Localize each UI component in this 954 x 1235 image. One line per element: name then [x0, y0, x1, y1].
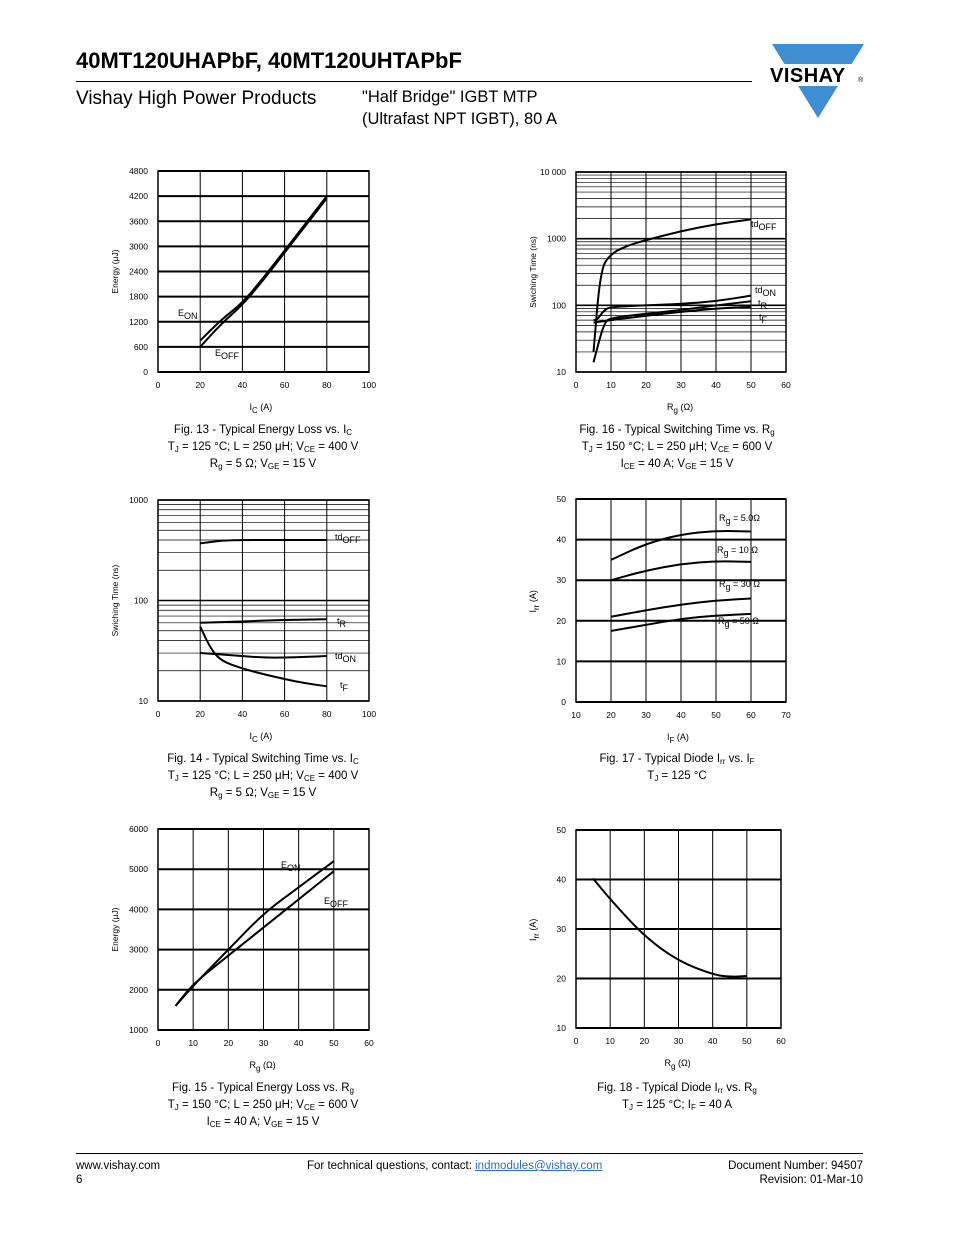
fig15-x-tick-label: 20 [223, 1038, 234, 1048]
fig18-y-axis-label: Irr (A) [528, 918, 541, 941]
fig13-caption-title-sub: C [346, 428, 353, 437]
fig16-caption-icev: = 40 A; V [634, 458, 686, 470]
fig15-caption: Fig. 15 - Typical Energy Loss vs. $R_g$ $T_J = 150$ °C; L = 250 μH; $V_{CE} = 600$ V $I_{CE} = 40$ A; $V_{GE} = 15$ V [167, 1082, 359, 1129]
fig17-x-tick-label: 50 [711, 710, 721, 720]
fig15-y-tick-label: 2000 [129, 984, 148, 995]
fig18-x-tick-label: 0 [573, 1036, 579, 1046]
fig16-x-tick-label: 10 [606, 380, 616, 390]
fig13-x-tick-label: 40 [237, 380, 248, 390]
fig16-caption-title: Fig. 16 - Typical Switching Time vs. R [579, 424, 771, 436]
fig16-y-tick-label: 10 000 [540, 167, 566, 177]
fig16-caption-ice: I [620, 458, 624, 470]
fig15-series-label-1: EOFF [324, 896, 349, 909]
fig15-caption-cond: = 150 °C; L = 250 μH; V [178, 1099, 304, 1111]
fig13-caption-rg: R [209, 458, 219, 470]
fig16-caption-cond: = 150 °C; L = 250 μH; V [592, 441, 718, 453]
fig13-y-tick-label: 600 [133, 341, 148, 352]
fig13-x-tick-label: 100 [361, 380, 377, 390]
fig18-x-tick-label: 30 [673, 1036, 684, 1046]
fig17-x-tick-label: 20 [606, 710, 616, 720]
fig16-x-tick-label: 50 [746, 380, 756, 390]
fig15-y-axis-label: Energy (μJ) [110, 907, 120, 952]
fig16-caption-vge: = 15 V [696, 458, 734, 470]
fig13-x-tick-label: 0 [155, 380, 161, 390]
fig13-series-label-1: EOFF [215, 348, 240, 361]
fig13-y-tick-label: 1200 [129, 316, 148, 327]
footer-website[interactable]: www.vishay.com [76, 1160, 161, 1172]
footer-revision: Revision: 01-Mar-10 [759, 1174, 863, 1186]
fig16-y-tick-label: 1000 [547, 233, 566, 244]
fig15-x-tick-label: 30 [258, 1038, 269, 1048]
fig13-caption-vce: = 400 V [315, 441, 359, 453]
fig14-series-label-3: tF [340, 680, 349, 693]
fig14-x-tick-label: 40 [237, 709, 248, 719]
fig16-series-label-3: tF [759, 312, 768, 325]
fig18-x-tick-label: 50 [742, 1036, 752, 1046]
fig14-x-tick-label: 80 [322, 709, 332, 719]
fig17-x-axis-label: IF (A) [667, 732, 689, 745]
fig18-x-tick-label: 10 [605, 1036, 615, 1046]
fig16-series-label-2: tR [758, 298, 768, 311]
fig14-x-tick-label: 100 [361, 709, 377, 719]
fig17-series-label-3: Rg = 50 Ω [718, 616, 760, 629]
logo-text: VISHAY [770, 65, 846, 87]
fig13-x-axis-label: IC (A) [249, 402, 273, 415]
fig15-x-tick-label: 50 [329, 1038, 339, 1048]
fig18-series-line-0 [593, 879, 747, 977]
fig14-caption-cond: = 125 °C; L = 250 μH; V [178, 770, 304, 782]
fig13-x-tick-label: 60 [279, 380, 290, 390]
fig17-y-tick-label: 40 [556, 534, 566, 545]
fig17-series-label-1: Rg = 10 Ω [717, 545, 759, 558]
fig14-x-axis-label: IC (A) [249, 731, 273, 744]
fig13-x-tick-label: 80 [322, 380, 332, 390]
fig17-caption: Fig. 17 - Typical Diode $I_{rr}$ vs. $I_F$ $T_J = 125$ °C [599, 753, 755, 783]
fig18-x-tick-label: 60 [776, 1036, 786, 1046]
footer-contact [307, 1159, 602, 1173]
fig15-x-tick-label: 0 [155, 1038, 161, 1048]
fig15-caption-ice: I [206, 1116, 210, 1128]
fig18-caption-rr: rr [717, 1086, 724, 1095]
fig15-caption-tj: T [167, 1099, 175, 1111]
fig18-y-tick-label: 10 [556, 1023, 566, 1033]
fig15-series-line-1 [176, 871, 334, 1006]
fig15-y-tick-label: 5000 [129, 864, 148, 875]
fig14-y-tick-label: 10 [138, 696, 148, 706]
fig15-caption-vge: = 15 V [282, 1116, 320, 1128]
fig16-x-tick-label: 40 [711, 380, 721, 390]
fig13-series-label-0: EON [178, 308, 198, 321]
footer-right [728, 1159, 863, 1187]
fig17-series-label-2: Rg = 30 Ω [719, 579, 761, 592]
fig18-caption-title: Fig. 18 - Typical Diode I [597, 1082, 718, 1094]
fig15-x-tick-label: 60 [364, 1038, 374, 1048]
fig13-y-axis-label: Energy (μJ) [110, 249, 120, 294]
fig14-caption-rg: R [209, 787, 219, 799]
footer-page-number: 6 [76, 1174, 83, 1186]
fig18-caption-tj: T [621, 1099, 629, 1111]
fig16-x-tick-label: 20 [641, 380, 651, 390]
footer-document-number: Document Number: 94507 [728, 1160, 863, 1172]
fig14-x-tick-label: 0 [155, 709, 161, 719]
fig14-caption-rgv: = 5 Ω; V [222, 787, 268, 799]
fig16-series-label-0: tdOFF [751, 219, 777, 232]
fig18-caption-if-sub: F [690, 1103, 696, 1112]
fig17-y-tick-label: 30 [556, 575, 566, 586]
document-title: 40MT120UHAPbF, 40MT120UHTAPbF [76, 48, 462, 73]
fig17-x-tick-label: 70 [781, 710, 791, 720]
fig16-caption-tj: T [581, 441, 589, 453]
fig16-x-tick-label: 30 [676, 380, 686, 390]
fig17-y-tick-label: 20 [556, 615, 566, 626]
fig18-x-axis-label: Rg (Ω) [664, 1058, 691, 1071]
fig17-x-tick-label: 10 [571, 710, 581, 720]
fig13-y-tick-label: 1800 [129, 291, 148, 302]
fig14-series-label-0: tdOFF [335, 532, 361, 545]
fig17-caption-tj: T [647, 770, 655, 782]
fig15-caption-title: Fig. 15 - Typical Energy Loss vs. R [172, 1082, 350, 1094]
footer-contact-email-link[interactable]: indmodules@vishay.com [475, 1160, 603, 1172]
fig15-x-tick-label: 10 [188, 1038, 198, 1048]
fig17-y-tick-label: 10 [556, 656, 566, 667]
fig17-caption-f: F [749, 757, 755, 766]
fig13-y-tick-label: 2400 [129, 266, 148, 277]
fig16-caption: Fig. 16 - Typical Switching Time vs. $R_g$ $T_J = 150$ °C; L = 250 μH; $V_{CE} = 600$ V $I_{CE} = 40$ A; $V_{GE} = 15$ V [579, 424, 775, 471]
fig13-y-tick-label: 4800 [129, 166, 148, 176]
fig14-y-tick-label: 1000 [129, 495, 148, 505]
fig17-series-label-0: Rg = 5.0Ω [719, 513, 761, 526]
fig18-caption-g: g [752, 1086, 757, 1095]
fig18-y-tick-label: 50 [556, 825, 566, 835]
fig14-y-axis-label: Swiching Time (ns) [110, 564, 120, 637]
fig15-y-tick-label: 6000 [129, 824, 148, 834]
footer-left [76, 1159, 160, 1187]
fig14-caption-tj: T [167, 770, 175, 782]
fig17-caption-vs: vs. I [725, 753, 750, 765]
fig17-y-tick-label: 50 [556, 494, 566, 504]
fig16-x-tick-label: 0 [573, 380, 579, 390]
fig18-x-tick-label: 40 [707, 1036, 718, 1046]
fig16-series-label-1: tdON [755, 285, 777, 298]
fig14-series-label-1: tR [337, 616, 347, 629]
fig14-caption: Fig. 14 - Typical Switching Time vs. $I_C$ $T_J = 125$ °C; L = 250 μH; $V_{CE} = 400$ V $R_g = 5$ Ω; $V_{GE} = 15$ V [167, 753, 359, 800]
fig17-x-tick-label: 60 [746, 710, 756, 720]
fig15-y-tick-label: 4000 [129, 904, 148, 915]
fig14-caption-title: Fig. 14 - Typical Switching Time vs. I [167, 753, 353, 765]
fig14-x-tick-label: 60 [279, 709, 290, 719]
fig15-y-tick-label: 1000 [129, 1025, 148, 1035]
fig14-x-tick-label: 20 [195, 709, 205, 719]
fig14-caption-vge: = 15 V [279, 787, 317, 799]
footer-rule [76, 1153, 863, 1154]
fig13-y-tick-label: 0 [143, 367, 148, 377]
fig14-series-label-2: tdON [335, 651, 357, 664]
fig17-y-tick-label: 0 [561, 697, 566, 707]
fig15-x-tick-label: 40 [293, 1038, 304, 1048]
fig17-x-tick-label: 40 [676, 710, 686, 720]
description-line-1: "Half Bridge" IGBT MTP [362, 88, 538, 106]
fig15-series-label-0: EON [281, 860, 301, 873]
fig16-y-tick-label: 10 [556, 367, 566, 377]
fig16-x-tick-label: 60 [781, 380, 791, 390]
fig14-series-line-1 [200, 619, 327, 622]
fig15-x-axis-label: Rg (Ω) [249, 1060, 276, 1073]
fig17-caption-title: Fig. 17 - Typical Diode I [599, 753, 721, 765]
fig13-caption-title: Fig. 13 - Typical Energy Loss vs. I [173, 424, 347, 436]
fig15-caption-icev: = 40 A; V [220, 1116, 272, 1128]
fig13-caption-rgv: = 5 Ω; V [222, 458, 268, 470]
fig16-y-axis-label: Swiching Time (ns) [528, 236, 538, 308]
fig13-y-tick-label: 3000 [129, 241, 148, 252]
fig13-caption-tj: T [167, 441, 175, 453]
fig17-caption-rr: rr [720, 757, 726, 766]
fig13-x-tick-label: 20 [195, 380, 205, 390]
fig18-x-tick-label: 20 [639, 1036, 650, 1046]
fig18-y-tick-label: 20 [556, 973, 566, 984]
fig13-y-tick-label: 3600 [129, 216, 148, 227]
fig18-caption-vs: vs. R [723, 1082, 753, 1094]
fig14-y-tick-label: 100 [133, 595, 148, 606]
description-line-2: (Ultrafast NPT IGBT), 80 A [362, 110, 557, 128]
fig15-caption-vce: = 600 V [315, 1099, 359, 1111]
fig14-series-line-0 [200, 540, 327, 543]
fig14-caption-vce: = 400 V [315, 770, 359, 782]
document-subtitle: Vishay High Power Products [76, 88, 317, 109]
fig13-y-tick-label: 4200 [129, 191, 148, 202]
fig18-y-tick-label: 30 [556, 924, 566, 934]
fig17-caption-temp: = 125 °C [658, 770, 707, 782]
fig13-caption: Fig. 13 - Typical Energy Loss vs. $I_C$ $T_J = 125$ °C; L = 250 μH; $V_{CE} = 400$ V $R_g = 5$ Ω; $V_{GE} = 15$ V [167, 424, 359, 471]
footer-contact-label: For technical questions, contact: [307, 1160, 476, 1172]
fig17-x-tick-label: 30 [641, 710, 651, 720]
fig15-y-tick-label: 3000 [129, 944, 148, 955]
fig13-caption-vge: = 15 V [279, 458, 317, 470]
fig18-caption-temp: = 125 °C; I [633, 1099, 691, 1111]
fig13-caption-cond: = 125 °C; L = 250 μH; V [178, 441, 304, 453]
fig16-x-axis-label: Rg (Ω) [667, 402, 694, 415]
fig18-y-tick-label: 40 [556, 874, 566, 885]
fig18-caption-if: = 40 A [695, 1099, 733, 1111]
logo-registered-mark: ® [858, 77, 864, 84]
fig16-y-tick-label: 100 [551, 300, 566, 311]
fig18-caption: Fig. 18 - Typical Diode $I_{rr}$ vs. $R_g$ $T_J = 125$ °C; $I_F = 40$ A [597, 1082, 757, 1112]
fig17-y-axis-label: Irr (A) [528, 590, 541, 613]
fig16-caption-vce: = 600 V [729, 441, 773, 453]
fig13-series-line-0 [200, 196, 327, 340]
